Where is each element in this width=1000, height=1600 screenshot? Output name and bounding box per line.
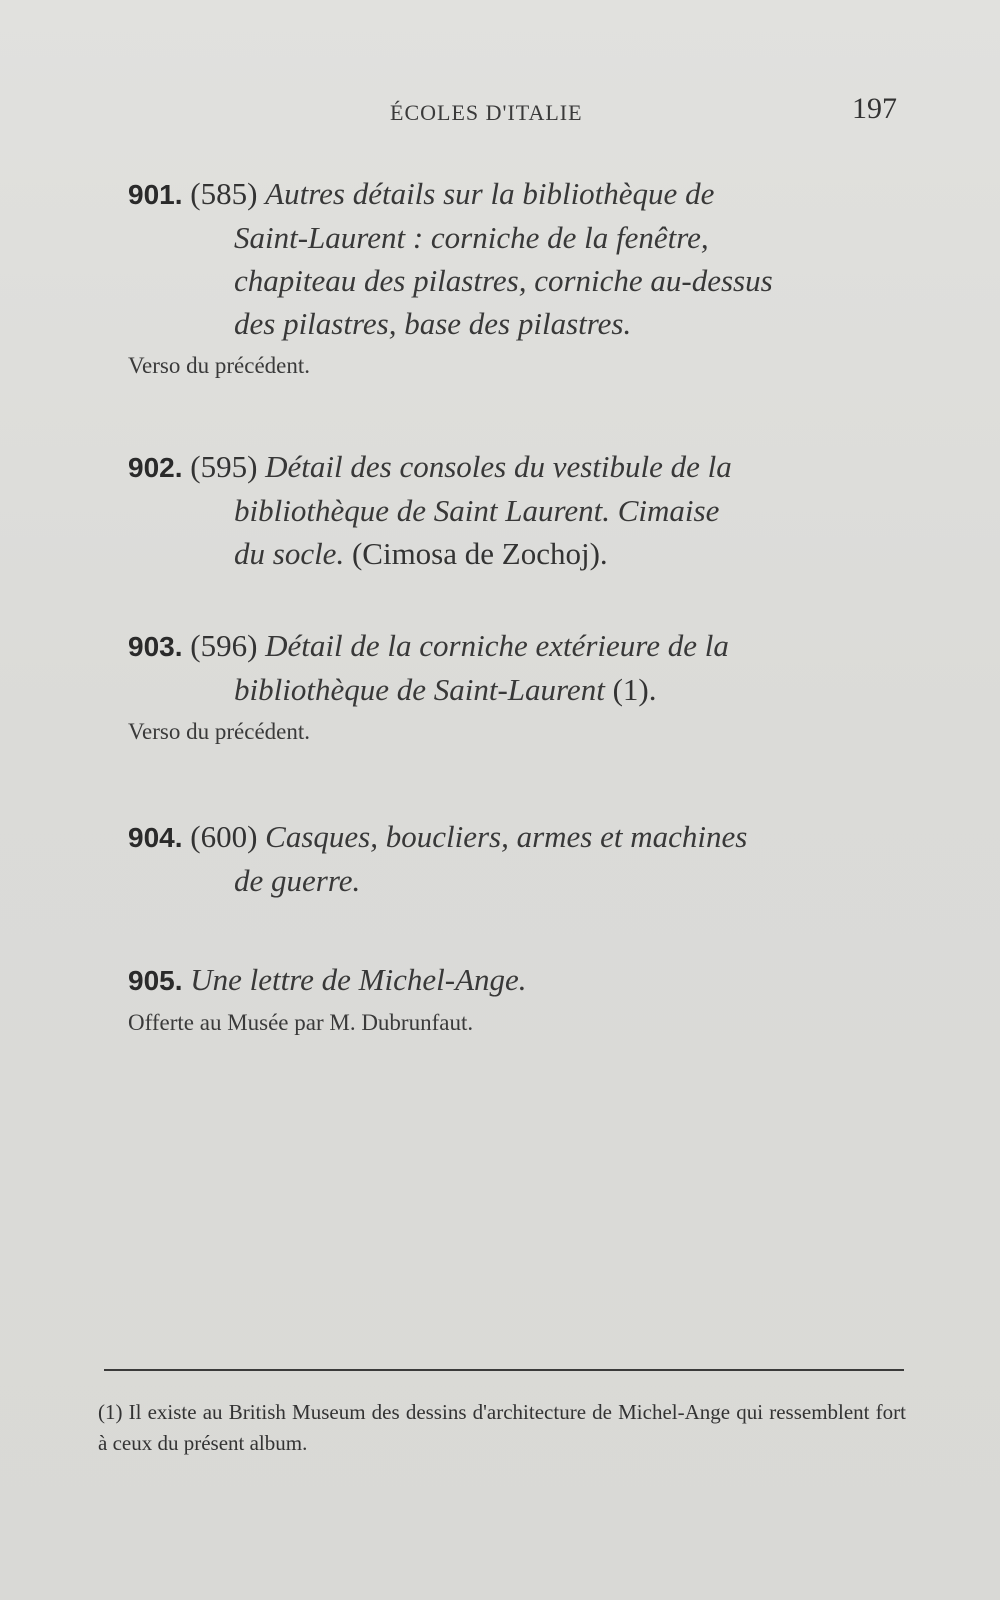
entry-title-line: Autres détails sur la bibliothèque de [265, 176, 715, 211]
page-number: 197 [852, 92, 897, 125]
entry-note: Verso du précédent. [128, 353, 311, 378]
entry-number: 902. [128, 452, 183, 483]
running-header: ÉCOLES D'ITALIE [390, 100, 583, 125]
entry-title-line: bibliothèque de Saint Laurent. Cimaise [234, 493, 720, 528]
entry-title-line: Détail des consoles du vestibule de la [265, 449, 732, 484]
entry-extra: (Cimosa de Zochoj). [351, 536, 608, 571]
entry-title-line: du socle. [234, 536, 345, 571]
entry-number: 901. [128, 179, 183, 210]
entry-title-line: Saint-Laurent : corniche de la fenêtre, [234, 220, 709, 255]
entry-title-line: chapiteau des pilastres, corniche au-dessus [234, 263, 773, 298]
entry-title-line: des pilastres, base des pilastres. [234, 306, 632, 341]
entry-title-line: Une lettre de Michel-Ange. [190, 962, 527, 997]
entry-title-line: de guerre. [234, 863, 361, 898]
catalog-entry-903 [128, 624, 908, 747]
entry-reference: (600) [190, 819, 258, 854]
entry-title-line: Détail de la corniche extérieure de la [265, 628, 729, 663]
catalog-entry-902 [128, 445, 908, 575]
entry-title-line: bibliothèque de Saint-Laurent [234, 672, 605, 707]
entry-reference: (595) [190, 449, 258, 484]
entry-note: Offerte au Musée par M. Dubrunfaut. [128, 1010, 474, 1035]
footnote-reference: (1). [612, 672, 657, 707]
footnote: (1) Il existe au British Museum des dessins d'architecture de Michel-Ange qui ressemblent fort à ceux du présent album. [98, 1400, 906, 1455]
entry-number: 905. [128, 965, 183, 996]
entry-number: 903. [128, 631, 183, 662]
entry-reference: (596) [190, 628, 258, 663]
entry-reference: (585) [190, 176, 258, 211]
catalog-entry-904 [128, 815, 908, 902]
entry-number: 904. [128, 822, 183, 853]
footnote-divider [104, 1369, 904, 1371]
catalog-entry-901 [128, 172, 908, 381]
entry-note: Verso du précédent. [128, 719, 311, 744]
entry-title-line: Casques, boucliers, armes et machines [265, 819, 748, 854]
catalog-entry-905 [128, 958, 908, 1038]
